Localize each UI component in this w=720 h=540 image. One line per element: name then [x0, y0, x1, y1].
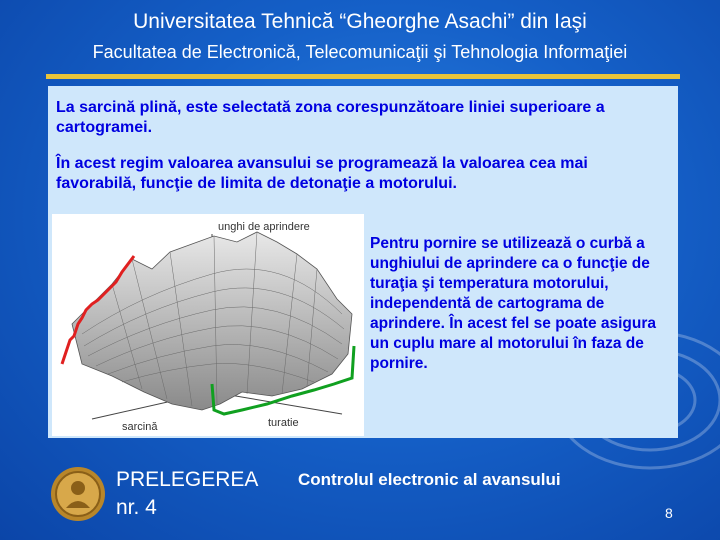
axis-angle-label: unghi de aprindere — [218, 221, 310, 233]
paragraph-full-load: La sarcină plină, este selectată zona corespunzătoare liniei superioare a cartogramei. — [56, 99, 605, 136]
paragraph-advance-programming: În acest regim valoarea avansului se programează la valoarea cea mai favorabilă, funcţie de limita de detonaţie a motorului. — [56, 155, 588, 192]
map-surface — [72, 232, 352, 410]
axis-speed-label: turatie — [268, 417, 299, 429]
axis-load-label: sarcină — [122, 421, 158, 433]
university-title: Universitatea Tehnică “Gheorghe Asachi” din Iaşi — [133, 10, 587, 33]
ignition-map-3d-surface — [52, 214, 364, 436]
page-number: 8 — [665, 505, 673, 521]
startup-description: Pentru pornire se utilizează o curbă a unghiului de aprindere ca o funcţie de turaţia şi temperatura motorului, independentă de cartograma de aprindere. În acest fel se poate asigura un cuplu mare al motorului în faza de pornire. — [370, 235, 657, 372]
lecture-number: nr. 4 — [116, 496, 157, 519]
lecture-label: PRELEGEREA — [116, 468, 259, 491]
university-medal-logo — [50, 466, 106, 522]
ignition-map-figure — [52, 214, 364, 436]
content-panel — [48, 86, 678, 438]
faculty-title: Facultatea de Electronică, Telecomunicaţii şi Tehnologia Informaţiei — [92, 42, 628, 62]
course-title: Controlul electronic al avansului — [298, 470, 561, 489]
header-divider — [46, 74, 680, 79]
